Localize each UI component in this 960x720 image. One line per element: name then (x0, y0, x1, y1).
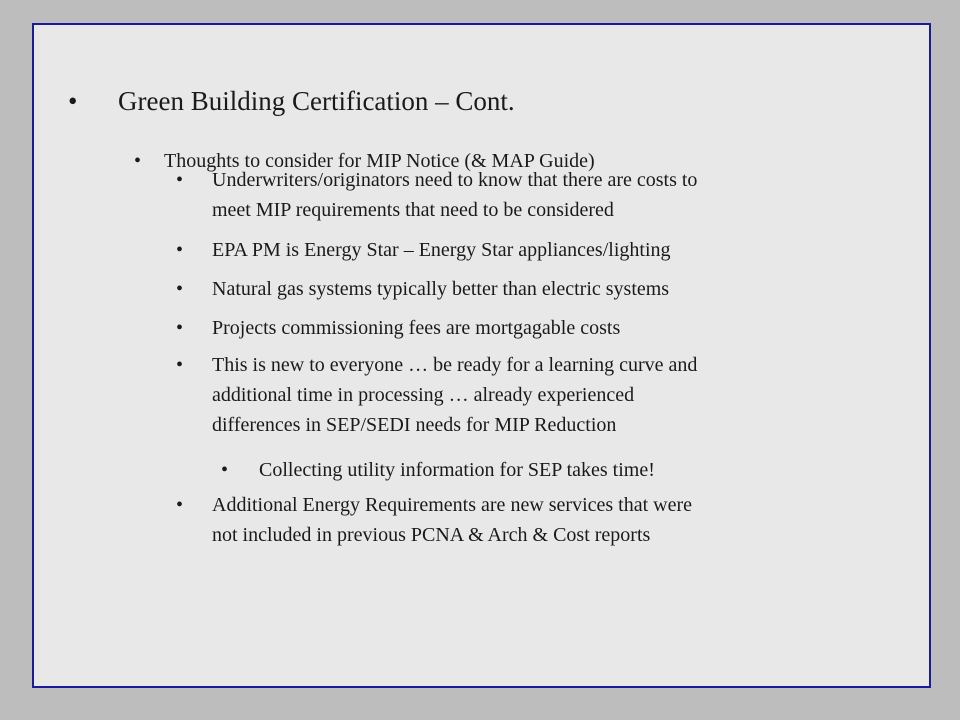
bullet-icon: • (176, 317, 184, 339)
list-item (176, 350, 697, 440)
list-item-title (70, 86, 515, 116)
item-text: Thoughts to consider for MIP Notice (& MAP Guide) (164, 150, 595, 172)
list-item-sub (221, 458, 655, 482)
bullet-icon: • (176, 354, 184, 376)
item-text: Green Building Certification – Cont. (118, 86, 515, 116)
bullet-icon: • (176, 494, 184, 516)
item-text: EPA PM is Energy Star – Energy Star appliances/lighting (212, 239, 671, 261)
list-item (176, 490, 692, 550)
list-item (176, 313, 620, 343)
item-text-line: differences in SEP/SEDI needs for MIP Reduction (212, 414, 617, 436)
bullet-icon: • (176, 169, 184, 191)
item-text-line: This is new to everyone … be ready for a learning curve and (212, 354, 698, 376)
bullet-icon: • (176, 278, 184, 300)
item-text-line: additional time in processing … already experienced (212, 384, 635, 406)
slide (32, 23, 931, 688)
bullet-icon: • (134, 150, 142, 172)
item-text: Natural gas systems typically better than electric systems (212, 278, 670, 300)
bullet-icon: • (68, 86, 78, 116)
item-text-line: Underwriters/originators need to know that there are costs to (212, 169, 698, 191)
list-item (176, 165, 697, 225)
item-text-line: meet MIP requirements that need to be considered (212, 199, 614, 221)
item-text: Collecting utility information for SEP takes time! (259, 459, 655, 481)
bullet-icon: • (221, 459, 229, 481)
list-item (176, 274, 669, 304)
bullet-icon: • (176, 239, 184, 261)
item-text-line: Additional Energy Requirements are new services that were (212, 494, 693, 516)
item-text: Projects commissioning fees are mortgagable costs (212, 317, 621, 339)
bullet-list (34, 25, 929, 686)
item-text-line: not included in previous PCNA & Arch & Cost reports (212, 524, 651, 546)
list-item (176, 235, 671, 265)
